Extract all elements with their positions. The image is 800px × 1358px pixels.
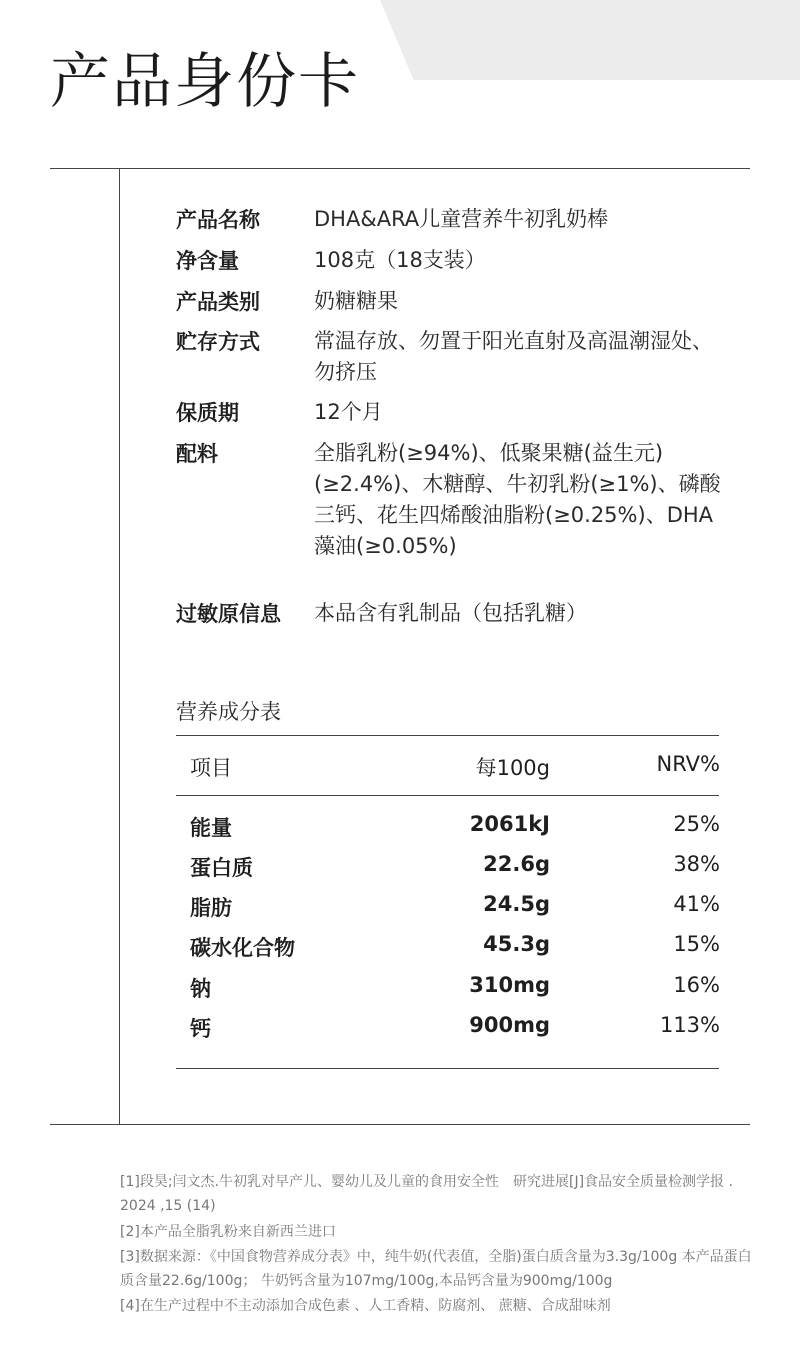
info-label: 产品名称	[176, 208, 260, 232]
nutrient-value: 2061kJ	[469, 812, 550, 836]
nutrient-nrv: 15%	[673, 932, 720, 956]
nutrient-nrv: 38%	[673, 852, 720, 876]
info-value: 全脂乳粉(≥94%)、低聚果糖(益生元)(≥2.4%)、木糖醇、牛初乳粉(≥1%)、磷酸三钙、花生四烯酸油脂粉(≥0.25%)、DHA藻油(≥0.05%)	[314, 441, 721, 558]
nutrient-value: 310mg	[469, 973, 550, 997]
nutrition-header-item: 项目	[190, 756, 232, 780]
nutrient-nrv: 113%	[659, 1013, 720, 1037]
nutrient-name: 蛋白质	[190, 856, 253, 880]
nutrition-title: 营养成分表	[176, 700, 281, 724]
nutrition-header-nrv: NRV%	[656, 752, 720, 776]
footnote-4: [4]在生产过程中不主动添加合成色素 、人工香精、防腐剂、 蔗糖、合成甜味剂	[120, 1298, 611, 1314]
nutrient-nrv: 25%	[673, 812, 720, 836]
page-title: 产品身份卡	[50, 47, 360, 117]
nutrition-row	[0, 892, 800, 932]
nutrition-top-rule	[176, 735, 719, 736]
nutrient-nrv: 41%	[673, 892, 720, 916]
nutrient-value: 45.3g	[483, 932, 550, 956]
info-label: 保质期	[176, 401, 239, 425]
nutrient-name: 钠	[190, 977, 211, 1001]
info-value: 12个月	[314, 400, 383, 424]
nutrition-bottom-rule	[176, 1068, 719, 1069]
nutrient-name: 碳水化合物	[190, 936, 295, 960]
bottom-divider	[50, 1124, 750, 1125]
nutrition-row	[0, 852, 800, 892]
info-label: 净含量	[176, 249, 239, 273]
nutrient-name: 能量	[190, 816, 232, 840]
info-label: 贮存方式	[176, 330, 260, 354]
footnote-3: [3]数据来源：《中国食物营养成分表》中，纯牛奶(代表值，全脂)蛋白质含量为3.3g/100g 本产品蛋白质含量22.6g/100g； 牛奶钙含量为107mg/100g,本品钙含量为900mg/100g	[120, 1249, 752, 1289]
nutrient-name: 钙	[190, 1017, 211, 1041]
nutrient-name: 脂肪	[190, 896, 232, 920]
nutrition-header-per100g: 每100g	[475, 756, 550, 780]
info-value: DHA&ARA儿童营养牛初乳奶棒	[314, 207, 609, 231]
nutrition-row	[0, 812, 800, 852]
info-label: 过敏原信息	[176, 602, 281, 626]
info-label: 产品类别	[176, 290, 260, 314]
corner-decoration	[380, 0, 800, 80]
nutrition-header-rule	[176, 795, 719, 796]
footnote-1: [1]段昊;闫文杰.牛初乳对早产儿、婴幼儿及儿童的食用安全性 研究进展[J]食品安全质量检测学报 . 2024 ,15 (14)	[120, 1174, 733, 1214]
nutrient-nrv: 16%	[673, 973, 720, 997]
info-value: 108克（18支装）	[314, 248, 486, 272]
top-divider	[50, 168, 750, 169]
nutrition-row	[0, 932, 800, 972]
info-value: 奶糖糖果	[314, 289, 398, 313]
nutrient-value: 24.5g	[483, 892, 550, 916]
nutrient-value: 22.6g	[483, 852, 550, 876]
info-value: 常温存放、勿置于阳光直射及高温潮湿处、勿挤压	[314, 329, 713, 384]
nutrition-row	[0, 973, 800, 1013]
info-label: 配料	[176, 442, 218, 466]
info-value: 本品含有乳制品（包括乳糖）	[314, 601, 587, 625]
footnote-2: [2]本产品全脂乳粉来自新西兰进口	[120, 1224, 336, 1240]
nutrition-row	[0, 1013, 800, 1053]
nutrient-value: 900mg	[469, 1013, 550, 1037]
